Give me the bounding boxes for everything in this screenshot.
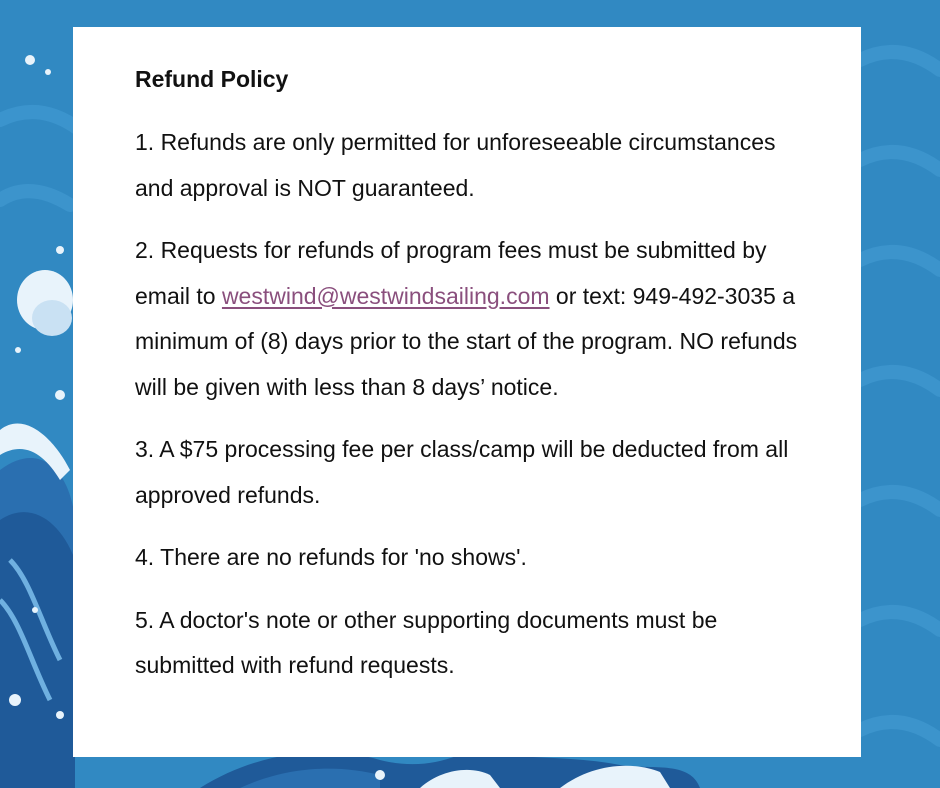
policy-title: Refund Policy: [135, 66, 289, 92]
refund-policy-card: [73, 27, 861, 757]
email-link[interactable]: westwind@westwindsailing.com: [221, 282, 550, 309]
policy-item-2: [135, 228, 813, 410]
policy-item-2-text: 2. Requests for refunds of program fees must be submitted by email to: [135, 237, 767, 309]
policy-item-2-text-after: or text: 949-492-3035 a minimum of (8) days prior to the start of the program. NO refunds will be given with less than 8 days’ notice.: [135, 282, 798, 400]
policy-item-1: 1. Refunds are only permitted for unforeseeable circumstances and approval is NOT guaranteed.: [135, 129, 776, 201]
policy-item-4: 4. There are no refunds for 'no shows'.: [135, 544, 527, 570]
policy-item-3: 3. A $75 processing fee per class/camp will be deducted from all approved refunds.: [135, 436, 789, 508]
policy-item-5: 5. A doctor's note or other supporting documents must be submitted with refund requests.: [135, 606, 718, 678]
